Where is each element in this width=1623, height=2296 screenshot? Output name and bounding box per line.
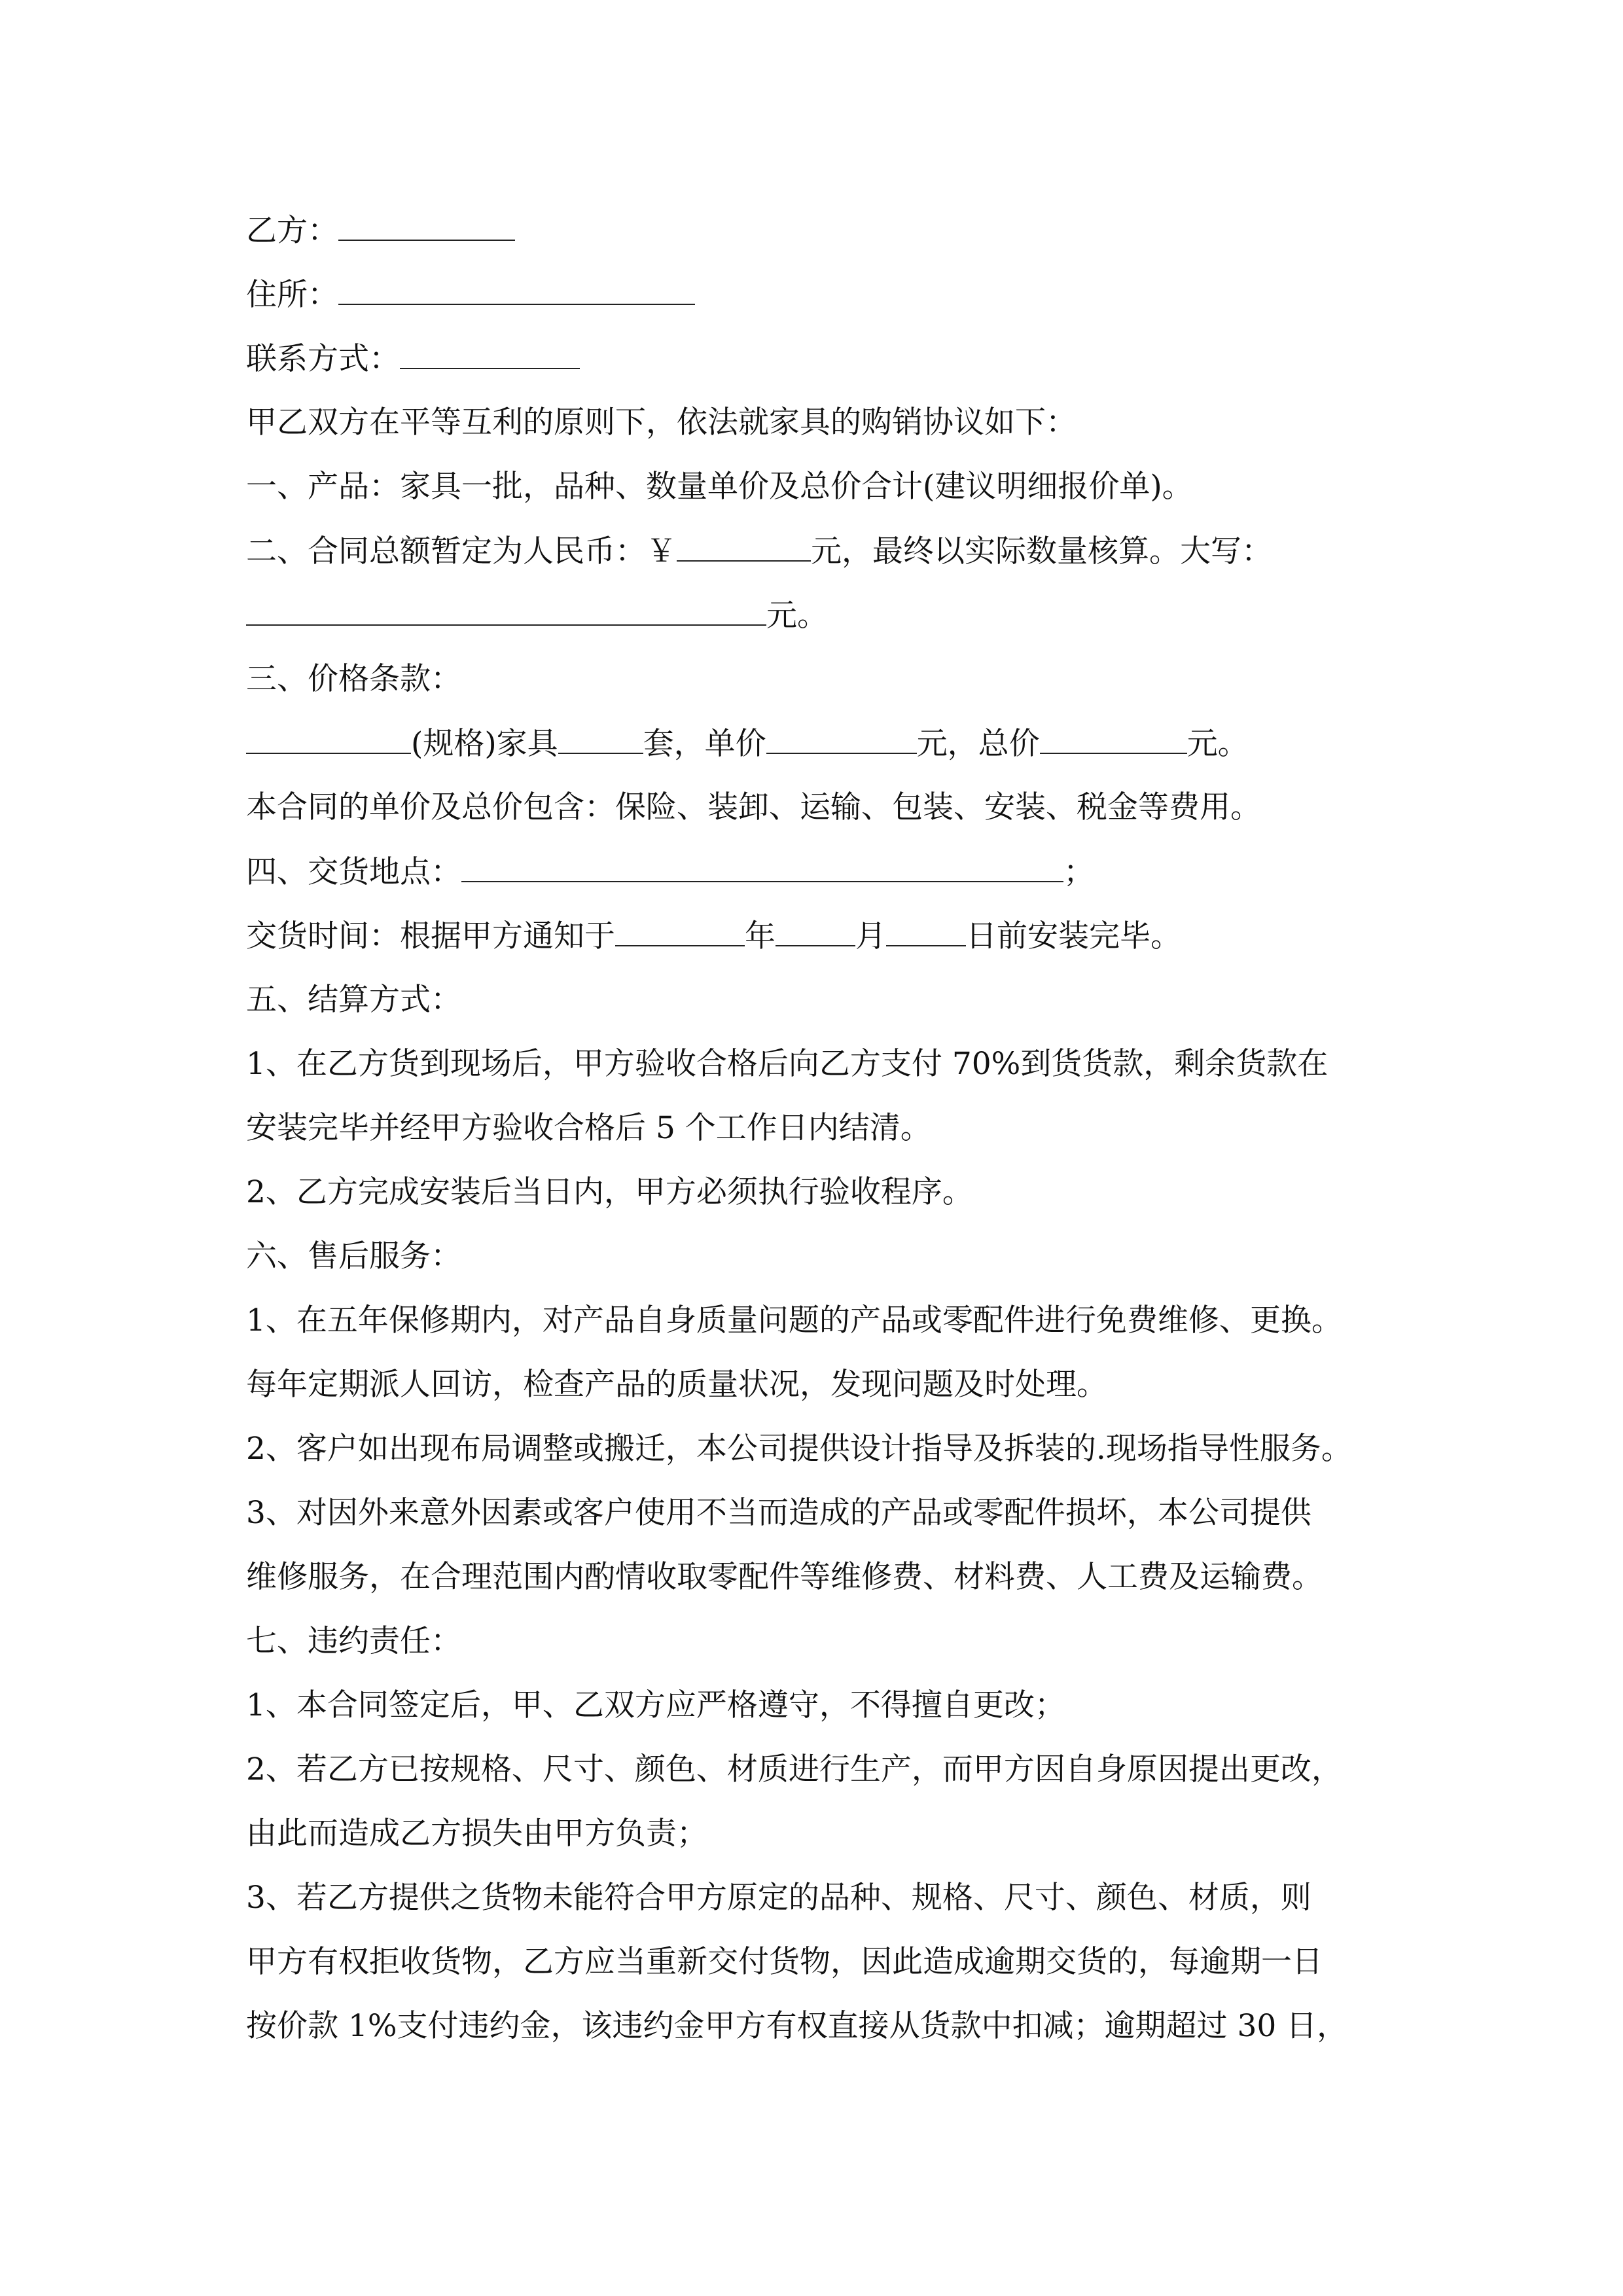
party-b-blank xyxy=(338,211,515,241)
address-label: 住所： xyxy=(246,277,338,313)
delivery-place-end: ； xyxy=(1063,854,1094,890)
section-4-delivery-place xyxy=(246,852,1094,892)
preamble: 甲乙双方在平等互利的原则下，依法就家具的购销协议如下： xyxy=(246,404,1077,440)
section-7-clause-2b: 由此而造成乙方损失由甲方负责； xyxy=(246,1816,707,1852)
contact-blank xyxy=(400,339,580,369)
section-4-delivery-time xyxy=(246,916,1181,956)
section-2-amount-words-line xyxy=(246,596,828,636)
delivery-place-label: 四、交货地点： xyxy=(246,854,461,890)
party-b-label: 乙方： xyxy=(246,213,338,249)
section-6-clause-3b: 维修服务，在合理范围内酌情收取零配件等维修费、材料费、人工费及运输费。 xyxy=(246,1559,1323,1595)
delivery-time-label: 交货时间：根据甲方通知于 xyxy=(246,918,615,954)
section-3-price-includes: 本合同的单价及总价包含：保险、装卸、运输、包装、安装、税金等费用。 xyxy=(246,789,1261,825)
section-6-clause-2: 2、客户如出现布局调整或搬迁，本公司提供设计指导及拆装的.现场指导性服务。 xyxy=(246,1431,1352,1467)
year-blank xyxy=(615,916,745,946)
total-price-unit: 元。 xyxy=(1186,726,1249,762)
section-6-clause-1a: 1、在五年保修期内，对产品自身质量问题的产品或零配件进行免费维修、更换。 xyxy=(246,1302,1342,1338)
total-amount-note: 元，最终以实际数量核算。大写： xyxy=(811,533,1272,569)
section-5-clause-2: 2、乙方完成安装后当日内，甲方必须执行验收程序。 xyxy=(246,1174,973,1210)
section-7-clause-2a: 2、若乙方已按规格、尺寸、颜色、材质进行生产，而甲方因自身原因提出更改， xyxy=(246,1751,1342,1787)
section-6-clause-3a: 3、对因外来意外因素或客户使用不当而造成的产品或零配件损坏，本公司提供 xyxy=(246,1495,1311,1531)
amount-words-blank xyxy=(246,596,766,626)
total-price-blank xyxy=(1040,724,1187,754)
section-1-product: 一、产品：家具一批，品种、数量单价及总价合计(建议明细报价单)。 xyxy=(246,469,1193,505)
section-7-title: 七、违约责任： xyxy=(246,1623,461,1659)
section-3-price-line xyxy=(246,724,1249,764)
day-blank xyxy=(886,916,966,946)
spec-blank xyxy=(246,724,411,754)
amount-figures-blank xyxy=(677,531,811,562)
sets-unit-price-label: 套，单价 xyxy=(643,726,766,762)
day-label: 日前安装完毕。 xyxy=(966,918,1181,954)
section-6-title: 六、售后服务： xyxy=(246,1238,461,1274)
total-price-label: 元，总价 xyxy=(916,726,1040,762)
address-blank xyxy=(338,275,695,305)
section-5-title: 五、结算方式： xyxy=(246,982,461,1018)
month-label: 月 xyxy=(855,918,886,954)
amount-words-unit: 元。 xyxy=(766,598,828,634)
delivery-place-blank xyxy=(461,852,1063,882)
unit-price-blank xyxy=(766,724,917,754)
quantity-blank xyxy=(558,724,643,754)
spec-label: (规格)家具 xyxy=(411,726,558,762)
section-7-clause-1: 1、本合同签定后，甲、乙双方应严格遵守，不得擅自更改； xyxy=(246,1687,1065,1723)
section-6-clause-1b: 每年定期派人回访，检查产品的质量状况，发现问题及时处理。 xyxy=(246,1367,1107,1403)
section-7-clause-3c: 按价款 1%支付违约金，该违约金甲方有权直接从货款中扣减；逾期超过 30 日， xyxy=(246,2008,1348,2044)
total-amount-label: 二、合同总额暂定为人民币：￥ xyxy=(246,533,677,569)
section-3-title: 三、价格条款： xyxy=(246,661,461,697)
section-5-clause-1a: 1、在乙方货到现场后，甲方验收合格后向乙方支付 70%到货货款，剩余货款在 xyxy=(246,1046,1329,1082)
section-7-clause-3a: 3、若乙方提供之货物未能符合甲方原定的品种、规格、尺寸、颜色、材质，则 xyxy=(246,1880,1311,1916)
party-b-line xyxy=(246,211,515,251)
contact-label: 联系方式： xyxy=(246,341,400,377)
contact-line xyxy=(246,339,580,379)
section-5-clause-1b: 安装完毕并经甲方验收合格后 5 个工作日内结清。 xyxy=(246,1110,931,1146)
month-blank xyxy=(776,916,855,946)
section-7-clause-3b: 甲方有权拒收货物，乙方应当重新交付货物，因此造成逾期交货的，每逾期一日 xyxy=(246,1944,1323,1980)
year-label: 年 xyxy=(745,918,776,954)
section-2-total-amount xyxy=(246,531,1272,571)
address-line xyxy=(246,275,695,315)
